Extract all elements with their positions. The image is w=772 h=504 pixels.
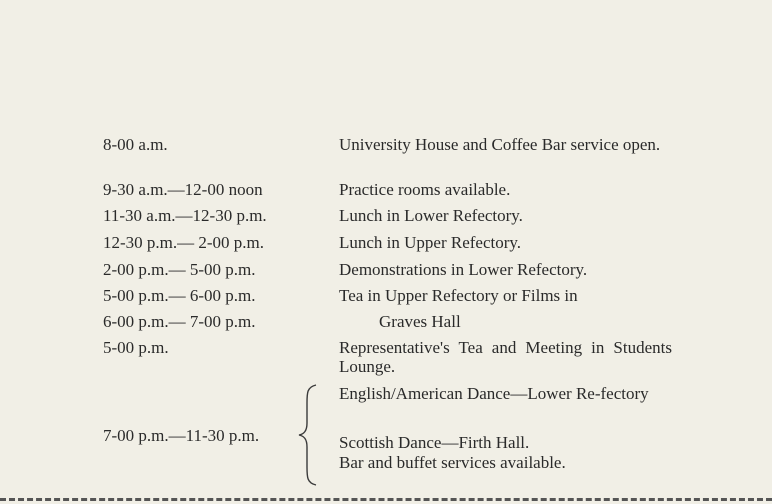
time-label: 6-00 p.m.— 7-00 p.m. [103,312,256,331]
activity-text: Bar and buffet services available. [339,453,566,472]
curly-brace-icon [296,383,318,487]
activity-text: English/American Dance—Lower Re-fectory [339,384,649,403]
time-label: 12-30 p.m.— 2-00 p.m. [103,233,265,252]
activity-text: University House and Coffee Bar service open. [339,135,661,154]
page-edge-divider [0,498,772,501]
time-label: 5-00 p.m.— 6-00 p.m. [103,286,256,305]
activity-text: Scottish Dance—Firth Hall. [339,433,530,452]
time-label: 5-00 p.m. [103,338,169,357]
time-label: 8-00 a.m. [103,135,168,154]
time-label: 9-30 a.m.—12-00 noon [103,180,263,199]
activity-text: Demonstrations in Lower Refectory. [339,260,588,279]
activity-text: Lunch in Upper Refectory. [339,233,522,252]
time-label: 7-00 p.m.—11-30 p.m. [103,426,260,445]
activity-text: Practice rooms available. [339,180,511,199]
activity-text: Lunch in Lower Refectory. [339,206,523,225]
activity-text: Graves Hall [379,312,461,331]
activity-text: Tea in Upper Refectory or Films in [339,286,578,305]
time-label: 2-00 p.m.— 5-00 p.m. [103,260,256,279]
time-label: 11-30 a.m.—12-30 p.m. [103,206,267,225]
activity-text: Representative's Tea and Meeting in Students Lounge. [339,338,672,376]
